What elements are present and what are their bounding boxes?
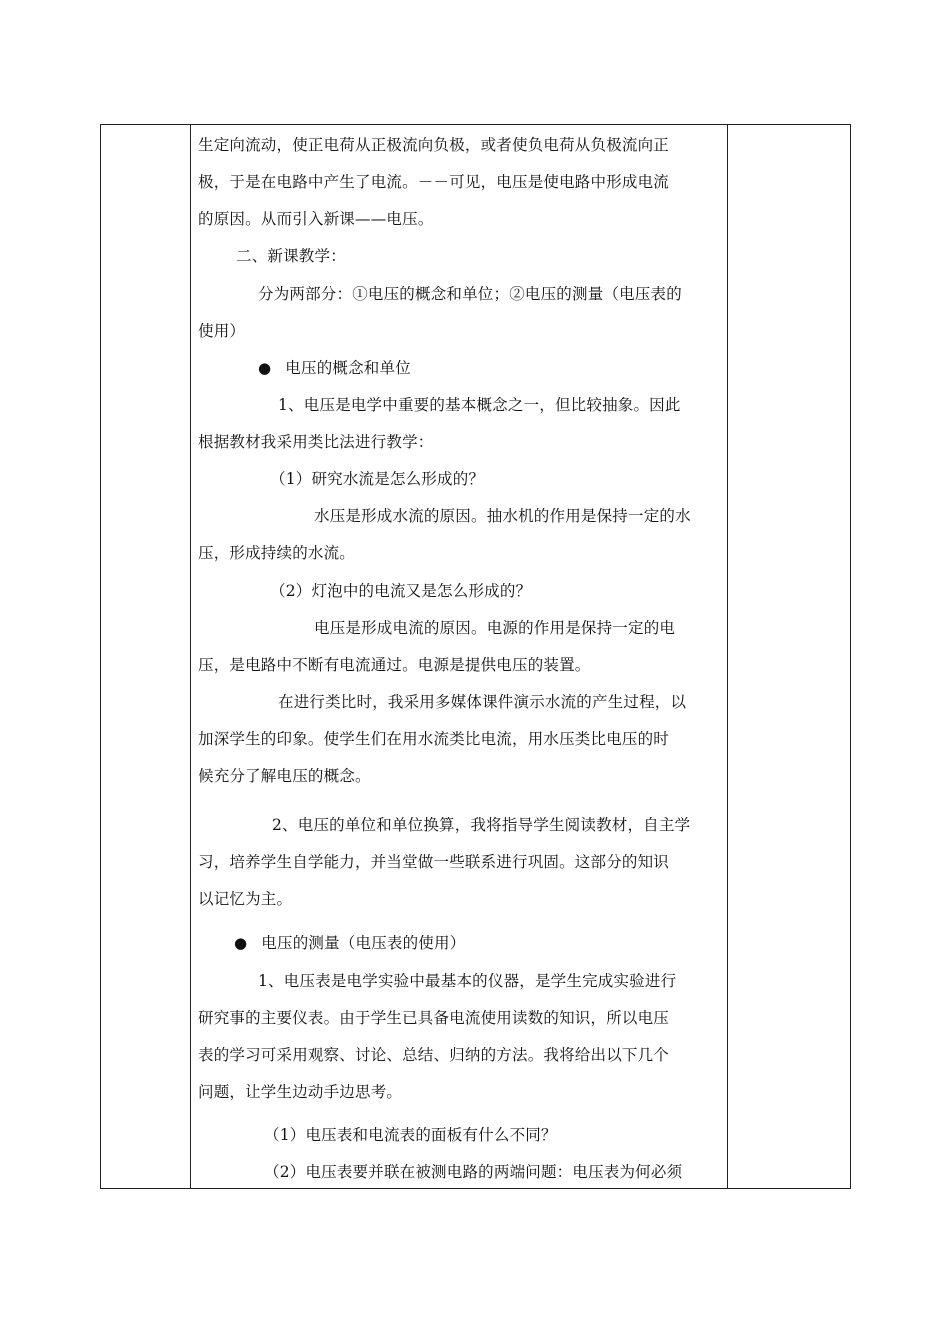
paragraph-line: 压，形成持续的水流。	[198, 544, 356, 562]
paragraph-line: 研究事的主要仪表。由于学生已具备电流使用读数的知识，所以电压	[198, 1009, 670, 1027]
table-left-column	[101, 125, 191, 1188]
paragraph-line: 水压是形成水流的原因。抽水机的作用是保持一定的水	[314, 507, 691, 525]
paragraph-line: 2、电压的单位和单位换算，我将指导学生阅读教材，自主学	[272, 816, 691, 834]
paragraph-line: 极，于是在电路中产生了电流。－－可见，电压是使电路中形成电流	[198, 173, 670, 191]
section-heading: ● 电压的概念和单位	[258, 358, 411, 378]
section-heading: ● 电压的测量（电压表的使用）	[234, 933, 465, 953]
lesson-plan-table	[100, 124, 851, 1189]
paragraph-line: 1、电压表是电学实验中最基本的仪器，是学生完成实验进行	[258, 972, 677, 990]
paragraph-line: 以记忆为主。	[198, 890, 293, 908]
table-right-column	[727, 125, 850, 1188]
paragraph-line: 加深学生的印象。使学生们在用水流类比电流，用水压类比电压的时	[198, 730, 670, 748]
paragraph-line: 二、新课教学：	[236, 247, 346, 265]
paragraph-line: （1）研究水流是怎么形成的？	[270, 470, 485, 488]
paragraph-line: 1、电压是电学中重要的基本概念之一，但比较抽象。因此	[278, 396, 681, 414]
paragraph-line: 生定向流动，使正电荷从正极流向负极，或者使负电荷从负极流向正	[198, 136, 670, 154]
paragraph-line: 习，培养学生自学能力，并当堂做一些联系进行巩固。这部分的知识	[198, 853, 670, 871]
paragraph-line: 候充分了解电压的概念。	[198, 767, 371, 785]
paragraph-line: （2）电压表要并联在被测电路的两端问题：电压表为何必须	[264, 1163, 683, 1181]
paragraph-line: 电压是形成电流的原因。电源的作用是保持一定的电	[314, 619, 676, 637]
paragraph-line: 表的学习可采用观察、讨论、总结、归纳的方法。我将给出以下几个	[198, 1046, 670, 1064]
table-content-column	[192, 125, 728, 1188]
paragraph-line: 根据教材我采用类比法进行教学：	[198, 433, 434, 451]
paragraph-line: （2）灯泡中的电流又是怎么形成的？	[270, 582, 532, 600]
paragraph-line: 压，是电路中不断有电流通过。电源是提供电压的装置。	[198, 656, 591, 674]
paragraph-line: 问题，让学生边动手边思考。	[198, 1083, 403, 1101]
paragraph-line: 使用）	[198, 322, 246, 340]
paragraph-line: 的原因。从而引入新课——电压。	[198, 210, 434, 228]
paragraph-line: （1）电压表和电流表的面板有什么不同？	[264, 1126, 557, 1144]
paragraph-line: 在进行类比时，我采用多媒体课件演示水流的产生过程，以	[278, 693, 687, 711]
paragraph-line: 分为两部分：①电压的概念和单位；②电压的测量（电压表的	[258, 285, 682, 303]
